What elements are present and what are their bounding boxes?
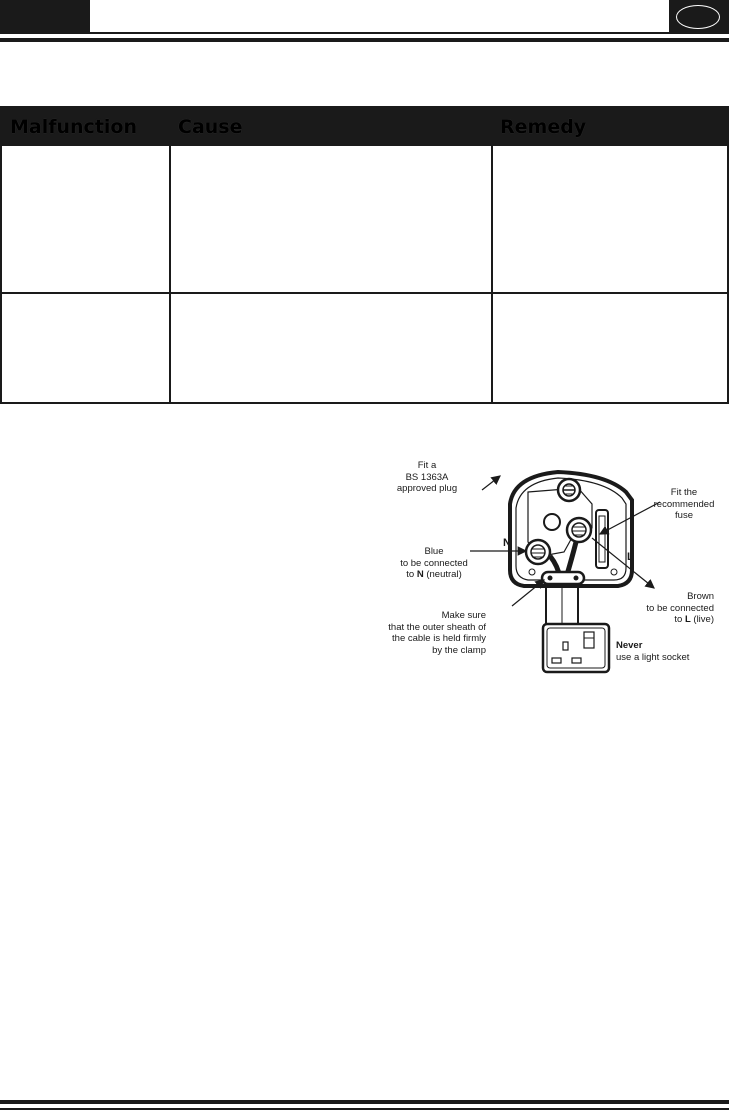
header-cause: Cause [178,116,243,138]
footer-rule-thin [0,1108,729,1110]
brown-suffix: (live) [690,614,714,625]
never-word: Never [616,640,643,651]
column-divider-1 [169,108,171,402]
language-badge-oval [676,5,720,29]
header-title-rule [90,32,669,34]
header-malfunction: Malfunction [10,116,137,138]
header-remedy: Remedy [500,116,587,138]
never-rest: use a light socket [616,651,690,663]
blue-wire-text: Blue to be connected to [400,546,468,580]
blue-suffix: (neutral) [423,569,462,580]
plug-label: Fit a BS 1363A approved plug [396,460,458,494]
fuse-label: Fit the recommended fuse [653,487,715,521]
header-divider [0,38,729,42]
l-marker: L [627,551,634,563]
n-marker: N [503,537,511,549]
brown-l-letter: L [684,614,691,625]
column-divider-2 [491,108,493,402]
footer-rule-thick [0,1100,729,1104]
table-header-row [2,108,727,146]
row-divider [2,292,727,294]
header-left-block [0,0,90,34]
brown-wire-label [630,591,714,626]
blue-n-letter: N [416,569,424,580]
clamp-label: Make sure that the outer sheath of the cable is held firmly by the clamp [388,610,486,656]
blue-wire-label [394,546,474,581]
brown-wire-text: Brown to be connected to [646,591,714,625]
plug-wiring-diagram [378,452,723,680]
light-socket-warning [616,640,689,663]
troubleshooting-table [0,106,729,404]
